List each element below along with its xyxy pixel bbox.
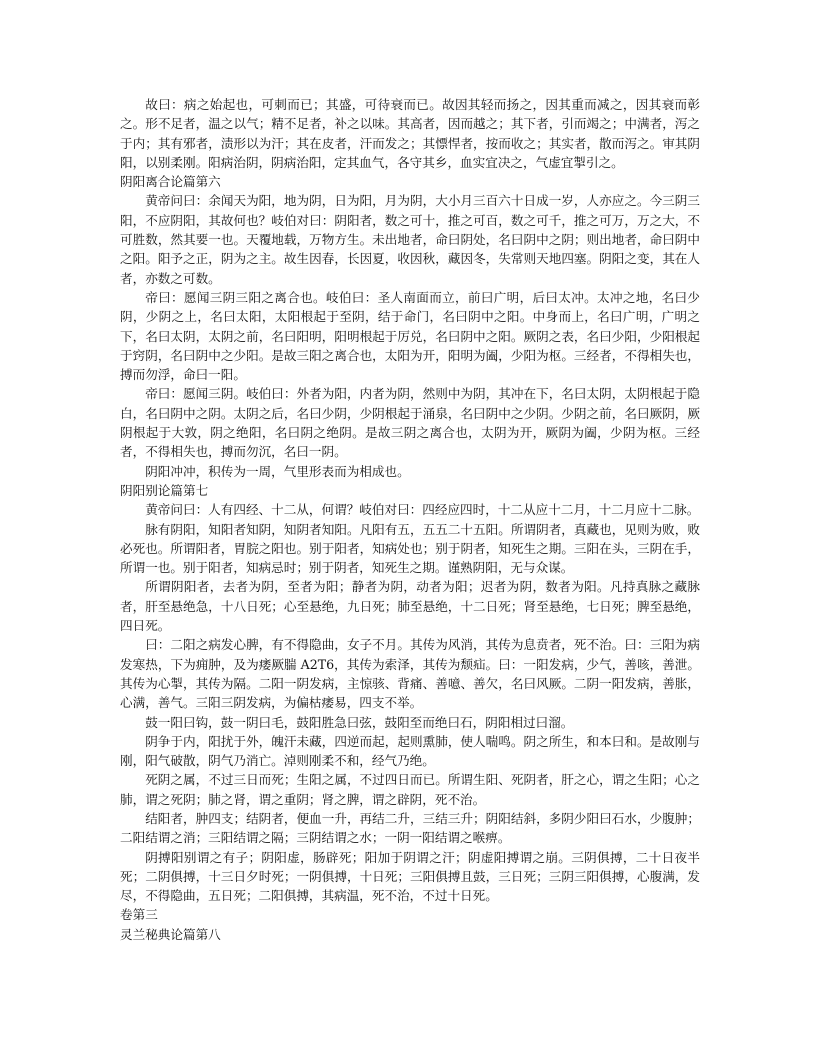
volume-heading: 卷第三 <box>120 907 158 923</box>
paragraph: 曰：二阳之病发心脾，有不得隐曲，女子不月。其传为风消，其传为息贲者，死不治。曰：三阳为病发寒热，下为痈肿，及为痿厥腨 A2T6，其传为索泽，其传为颓疝。曰：一阳发病，少气，善咳，善泄。其传为心掣，其传为隔。二阳一阴发病，主惊骇、背痛、善噫、善欠，名曰风厥。二阴一阳发病，善胀，心满，善气。三阳三阴发病，为偏枯痿易，四支不举。 <box>120 637 700 711</box>
document-body <box>120 95 700 944</box>
section-heading: 灵兰秘典论篇第八 <box>120 926 221 942</box>
paragraph: 所谓阴阳者，去者为阴，至者为阳；静者为阴，动者为阳；迟者为阴，数者为阳。凡持真脉之藏脉者，肝至悬绝急，十八日死；心至悬绝，九日死；肺至悬绝，十二日死；肾至悬绝，七日死；脾至悬绝，四日死。 <box>120 579 700 634</box>
paragraph: 黄帝问曰：人有四经、十二从，何谓？岐伯对曰：四经应四时，十二从应十二月，十二月应十二脉。 <box>145 502 700 518</box>
paragraph: 死阴之属，不过三日而死；生阳之属，不过四日而已。所谓生阳、死阴者，肝之心，谓之生阳；心之肺，谓之死阴；肺之肾，谓之重阴；肾之脾，谓之辟阴，死不治。 <box>120 772 700 807</box>
paragraph: 故曰：病之始起也，可刺而已；其盛，可待衰而已。故因其轻而扬之，因其重而减之，因其衰而彰之。形不足者，温之以气；精不足者，补之以味。其高者，因而越之；其下者，引而竭之；中满者，泻之于内；其有邪者，渍形以为汗；其在皮者，汗而发之；其慓悍者，按而收之；其实者，散而泻之。审其阴阳，以别柔刚。阳病治阴，阴病治阳，定其血气，各守其乡，血实宜决之，气虚宜掣引之。 <box>120 97 700 170</box>
paragraph: 阴争于内，阳扰于外，魄汗未藏，四逆而起，起则熏肺，使人喘鸣。阴之所生，和本曰和。是故刚与刚，阳气破散，阴气乃消亡。淖则刚柔不和，经气乃绝。 <box>120 733 700 769</box>
paragraph: 结阳者，肿四支；结阴者，便血一升，再结二升，三结三升；阴阳结斜，多阴少阳曰石水，少腹肿；二阳结谓之消；三阳结谓之隔；三阴结谓之水；一阴一阳结谓之喉痹。 <box>120 810 700 846</box>
paragraph: 帝曰：愿闻三阴三阳之离合也。岐伯曰：圣人南面而立，前曰广明，后曰太冲。太冲之地，名曰少阴，少阴之上，名曰太阳，太阳根起于至阴，结于命门，名曰阴中之阳。中身而上，名曰广明，广明之下，名曰太阴，太阴之前，名曰阳明，阳明根起于厉兑，名曰阴中之阳。厥阴之表，名曰少阳，少阳根起于窍阴，名曰阴中之少阳。是故三阳之离合也，太阳为开，阳明为阖，少阳为枢。三经者，不得相失也，搏而勿浮，命曰一阳。 <box>120 289 700 383</box>
section-heading: 阴阳别论篇第七 <box>120 482 209 498</box>
paragraph: 脉有阴阳，知阳者知阴，知阴者知阳。凡阳有五，五五二十五阳。所谓阴者，真藏也，见则为败，败必死也。所谓阳者，胃脘之阳也。别于阳者，知病处也；别于阴者，知死生之期。三阳在头，三阴在手，所谓一也。别于阳者，知病忌时；别于阴者，知死生之期。谨熟阴阳，无与众谋。 <box>120 521 700 576</box>
paragraph: 阴搏阳别谓之有子；阴阳虚，肠辟死；阳加于阴谓之汗；阴虚阳搏谓之崩。三阴俱搏，二十日夜半死；二阴俱搏，十三日夕时死；一阴俱搏，十日死；三阳俱搏且鼓，三日死；三阴三阳俱搏，心腹满，发尽，不得隐曲，五日死；二阳俱搏，其病温，死不治，不过十日死。 <box>120 849 700 904</box>
paragraph: 帝曰：愿闻三阴。岐伯曰：外者为阳，内者为阴，然则中为阴，其冲在下，名曰太阴，太阴根起于隐白，名曰阴中之阴。太阴之后，名曰少阴，少阴根起于涌泉，名曰阴中之少阴。少阴之前，名曰厥阴，厥阴根起于大敦，阴之绝阳，名曰阴之绝阴。是故三阴之离合也，太阴为开，厥阴为阖，少阴为枢。三经者，不得相失也，搏而勿沉，名曰一阴。 <box>120 386 700 460</box>
paragraph: 阴阳冲冲，积传为一周，气里形表而为相成也。 <box>145 463 410 479</box>
section-heading: 阴阳离合论篇第六 <box>120 174 221 190</box>
paragraph: 黄帝问曰：余闻天为阳，地为阴，日为阳，月为阴，大小月三百六十日成一岁，人亦应之。今三阴三阳，不应阴阳，其故何也？岐伯对曰：阴阳者，数之可十，推之可百，数之可千，推之可万，万之大，不可胜数，然其要一也。天覆地载，万物方生。未出地者，命曰阴处，名曰阴中之阴；则出地者，命曰阴中之阳。阳予之正，阴为之主。故生因春，长因夏，收因秋，藏因冬，失常则天地四塞。阴阳之变，其在人者，亦数之可数。 <box>120 193 700 286</box>
paragraph: 鼓一阳曰钩，鼓一阴曰毛，鼓阳胜急曰弦，鼓阳至而绝曰石，阴阳相过曰溜。 <box>145 714 574 730</box>
